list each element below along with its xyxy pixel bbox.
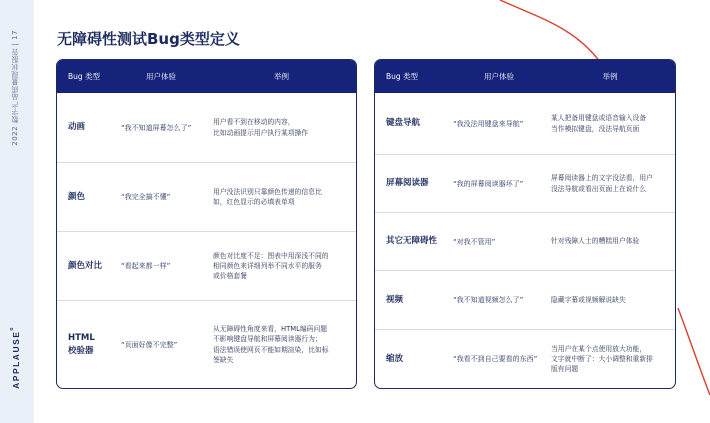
table-header xyxy=(375,60,675,93)
table-row xyxy=(57,231,356,300)
table-row xyxy=(375,270,675,329)
example-text: 颜色对比度不足：图表中用深浅不同的 相同颜色来详细列举不同水平的服务 或价格套餐 xyxy=(213,251,329,281)
bug-category: 其它无障碍性 xyxy=(386,236,438,247)
user-experience: “我完全搞不懂” xyxy=(121,193,171,201)
bug-category: HTML 校验器 xyxy=(68,333,95,356)
sidebar xyxy=(0,0,34,423)
table-row xyxy=(375,93,675,154)
user-experience: “我没法用键盘来导航” xyxy=(453,119,524,128)
page-title: 无障碍性测试Bug类型定义 xyxy=(57,30,240,48)
user-experience: “看起来都一样” xyxy=(121,262,171,270)
bug-category: 颜色 xyxy=(68,191,86,202)
example-text: 某人把备用键盘或语音输入设备 当作模拟键盘，没法导航页面 xyxy=(551,114,647,133)
user-experience: “我看不到自己要看的东西” xyxy=(453,355,538,363)
user-experience: “对我不管用” xyxy=(453,237,496,246)
table-header xyxy=(57,60,356,93)
bug-category: 视频 xyxy=(386,294,404,305)
bug-category: 动画 xyxy=(68,122,86,133)
table-row xyxy=(375,212,675,270)
example-text: 用户看不到在移动的内容， 比如动画提示用户执行某项操作 xyxy=(213,118,309,137)
table-row xyxy=(57,300,356,388)
user-experience: “页面好像不完整” xyxy=(121,340,178,349)
example-text: 针对残障人士的糟糕用户体验 xyxy=(551,237,640,246)
bug-type-table-right xyxy=(374,59,676,389)
logo-text: APPLAUSE xyxy=(10,330,21,389)
report-meta: 2022 数字产品质量现状报告 | 17 xyxy=(11,30,19,146)
example-text: 用户没法识别只靠颜色传递的信息比 如，红色显示的必填表单项 xyxy=(213,187,322,206)
header-example: 举例 xyxy=(602,72,618,81)
bug-category: 键盘导航 xyxy=(386,118,421,129)
table-row xyxy=(375,329,675,388)
table-row xyxy=(57,162,356,231)
table-row xyxy=(375,154,675,212)
user-experience: “我不知道屏幕怎么了” xyxy=(121,123,192,132)
example-text: 从无障碍性角度来看，HTML编码问题 不影响键盘导航和屏幕阅读器行为； 语法错误使网页不能如期渲染，比如标 签缺失 xyxy=(213,325,329,364)
bug-category: 颜色对比 xyxy=(68,260,103,271)
example-text: 屏幕阅读器上的文字没法看，用户 没法导航或看出页面上在说什么 xyxy=(551,174,653,193)
example-text: 当用户在某个点使用放大功能， 文字就中断了：大小调整和重新排 版有问题 xyxy=(551,344,653,374)
example-text: 隐藏字幕或视频解说缺失 xyxy=(551,295,626,304)
bug-category: 屏幕阅读器 xyxy=(386,178,429,189)
header-bug-type: Bug 类型 xyxy=(68,72,101,81)
table-row xyxy=(57,93,356,162)
bug-type-table-left xyxy=(56,59,357,389)
user-experience: “我不知道视频怎么了” xyxy=(453,296,524,304)
header-bug-type: Bug 类型 xyxy=(386,72,419,81)
bug-category: 缩放 xyxy=(386,353,404,364)
header-example: 举例 xyxy=(274,72,289,81)
applause-logo xyxy=(9,326,25,389)
header-user-experience: 用户体验 xyxy=(146,72,176,81)
logo-mark: o xyxy=(9,326,15,331)
user-experience: “我的屏幕阅读器坏了” xyxy=(453,179,524,188)
header-user-experience: 用户体验 xyxy=(484,72,514,81)
